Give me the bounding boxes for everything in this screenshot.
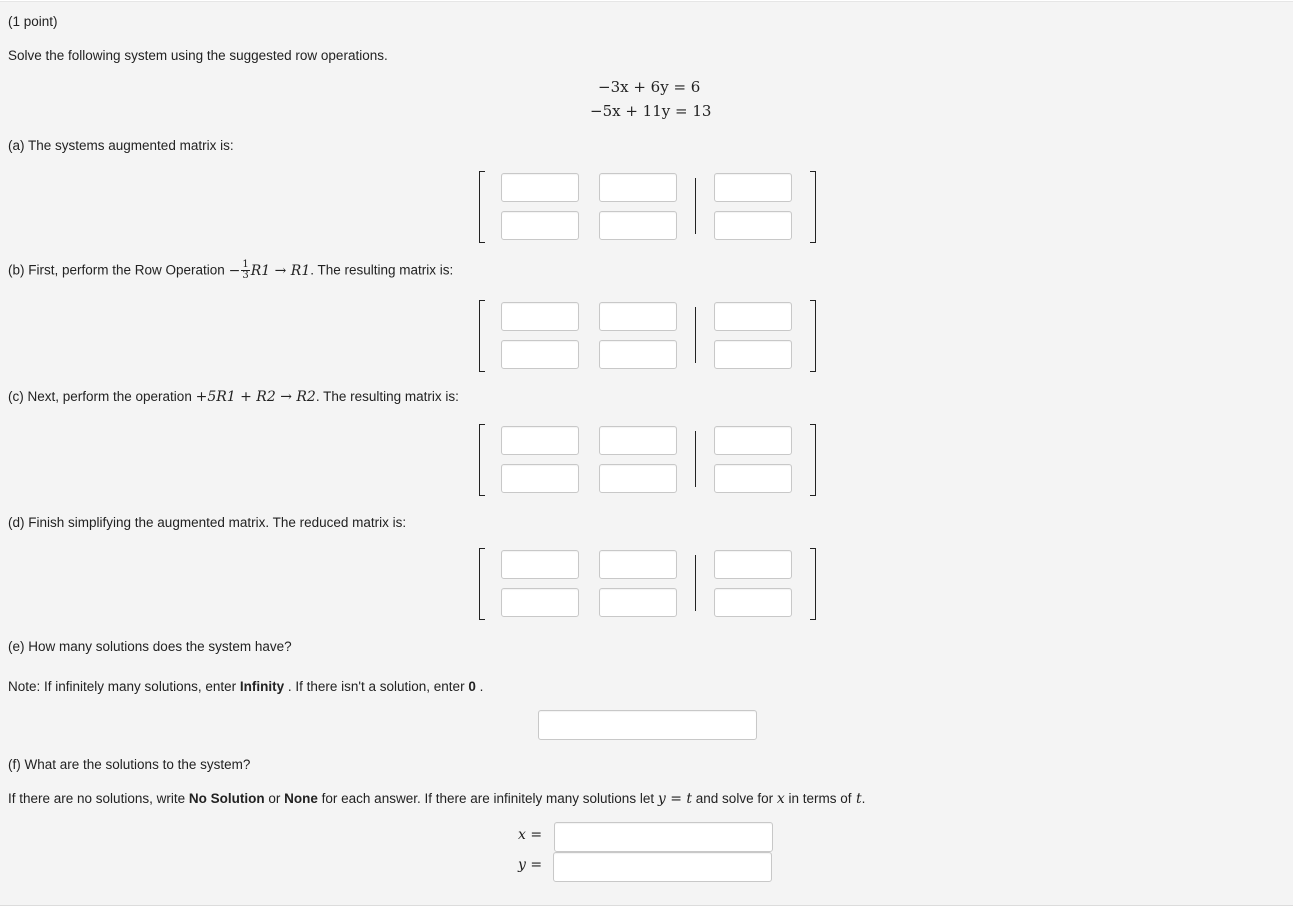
part-b-label: (b) First, perform the Row Operation − $\frac{1}{3}$ R1 → R1. The resulting matrix is: (8, 259, 454, 281)
matrix-b-r2c2-input[interactable] (599, 340, 677, 369)
matrix-c-r2c1-input[interactable] (501, 464, 579, 493)
equation-1: −3x + 6y = 6 (598, 78, 701, 96)
x-label: x = (518, 827, 543, 843)
matrix-a-r1c3-input[interactable] (714, 173, 792, 202)
part-f-label: (f) What are the solutions to the system? (8, 757, 251, 772)
matrix-right-bracket (810, 424, 816, 496)
augment-divider (695, 431, 696, 487)
points-label: (1 point) (8, 14, 58, 29)
matrix-c-r1c2-input[interactable] (599, 426, 677, 455)
matrix-c-r2c2-input[interactable] (599, 464, 677, 493)
matrix-d-r1c1-input[interactable] (501, 550, 579, 579)
row-op-b: − $\frac{1}{3}$ R1 → R1 (228, 259, 311, 281)
part-a-label: (a) The systems augmented matrix is: (8, 138, 234, 153)
solution-count-input[interactable] (538, 710, 757, 740)
part-e-note: Note: If infinitely many solutions, enter Infinity . If there isn't a solution, enter 0 . (8, 679, 484, 694)
matrix-left-bracket (479, 424, 485, 496)
matrix-left-bracket (479, 300, 485, 372)
matrix-d-r2c2-input[interactable] (599, 588, 677, 617)
matrix-d-r1c2-input[interactable] (599, 550, 677, 579)
part-f-note: If there are no solutions, write No Solution or None for each answer. If there are infinitely many solutions let y = t and solve for x in terms of t. (8, 791, 866, 807)
matrix-c-r2c3-input[interactable] (714, 464, 792, 493)
matrix-a-r1c1-input[interactable] (501, 173, 579, 202)
matrix-right-bracket (810, 548, 816, 620)
matrix-right-bracket (810, 300, 816, 372)
matrix-a-r2c2-input[interactable] (599, 211, 677, 240)
matrix-c-r1c1-input[interactable] (501, 426, 579, 455)
matrix-left-bracket (479, 548, 485, 620)
matrix-a-r2c1-input[interactable] (501, 211, 579, 240)
y-solution-input[interactable] (553, 852, 772, 882)
augment-divider (695, 555, 696, 611)
matrix-b-r1c3-input[interactable] (714, 302, 792, 331)
x-solution-input[interactable] (554, 822, 773, 852)
matrix-b-r2c3-input[interactable] (714, 340, 792, 369)
part-e-label: (e) How many solutions does the system have? (8, 639, 292, 654)
matrix-d-r2c3-input[interactable] (714, 588, 792, 617)
equation-2: −5x + 11y = 13 (590, 102, 712, 120)
matrix-left-bracket (479, 171, 485, 243)
matrix-b-r1c1-input[interactable] (501, 302, 579, 331)
augment-divider (695, 307, 696, 363)
matrix-a-r1c2-input[interactable] (599, 173, 677, 202)
matrix-b-r1c2-input[interactable] (599, 302, 677, 331)
matrix-right-bracket (810, 171, 816, 243)
matrix-a-r2c3-input[interactable] (714, 211, 792, 240)
part-d-label: (d) Finish simplifying the augmented matrix. The reduced matrix is: (8, 515, 407, 530)
problem-panel (0, 1, 1293, 906)
matrix-c-r1c3-input[interactable] (714, 426, 792, 455)
matrix-d-r1c3-input[interactable] (714, 550, 792, 579)
augment-divider (695, 178, 696, 234)
y-label: y = (518, 857, 543, 873)
matrix-b-r2c1-input[interactable] (501, 340, 579, 369)
part-c-label: (c) Next, perform the operation +5R1 + R2 → R2. The resulting matrix is: (8, 389, 459, 405)
matrix-d-r2c1-input[interactable] (501, 588, 579, 617)
problem-prompt: Solve the following system using the suggested row operations. (8, 48, 388, 63)
row-op-c: +5R1 + R2 → R2 (195, 389, 316, 405)
